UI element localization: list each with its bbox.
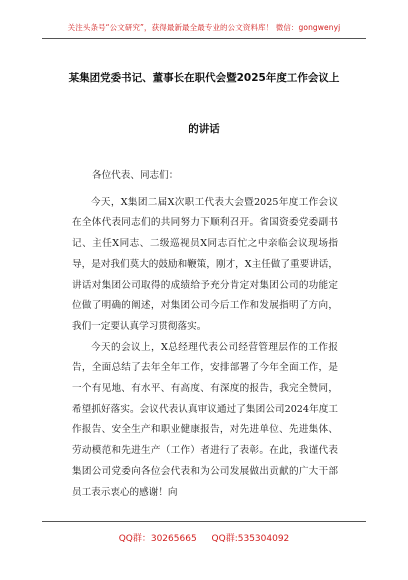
footer-qq-group-2: QQ群:535304092 xyxy=(211,534,290,544)
document-title-line2: 的讲话 xyxy=(188,123,220,135)
header-divider xyxy=(42,38,366,39)
paragraph-1: 今天，X集团二届X次职工代表大会暨2025年度工作会议在全体代表同志们的共同努力下顺利召开。省国资委党委副书记、主任X同志、二级巡视员X同志百忙之中亲临会议现场指导，是对我们莫大的鼓励和鞭策，刚才，X主任做了重要讲话，讲话对集团公司取得的成绩给予充分肯定对集团公司的功能定位做了明确的阐述，对集团公司今后工作和发展指明了方向，我们一定要认真学习贯彻落实。 xyxy=(72,196,338,332)
footer-divider xyxy=(42,521,366,522)
document-title-line1: 某集团党委书记、董事长在职代会暨2025年度工作会议上 xyxy=(68,72,340,84)
paragraph-2: 今天的会议上，X总经理代表公司经营管理层作的工作报告，全面总结了去年全年工作，安排部署了今年全面工作，是一个有见地、有水平、有高度、有深度的报告，我完全赞同，希望抓好落实。会议代表认真审议通过了集团公司2024年度工作报告、安全生产和职业健康报告，对先进单位、先进集体、劳动模范和先进生产（工作）者进行了表彰。在此，我谨代表集团公司党委向各位会代表和为公司发展做出贡献的广大干部员工表示衷心的感谢！向 xyxy=(72,341,338,498)
greeting: 各位代表、同志们： xyxy=(92,170,179,181)
document-body xyxy=(72,166,338,503)
header-promo-note: 关注头条号“公文研究”，获得最新最全最专业的公文资料库！ 微信：gongwenyj xyxy=(67,23,341,32)
footer-contact xyxy=(0,531,408,544)
footer-qq-group-1: QQ群：30265665 xyxy=(118,534,197,544)
